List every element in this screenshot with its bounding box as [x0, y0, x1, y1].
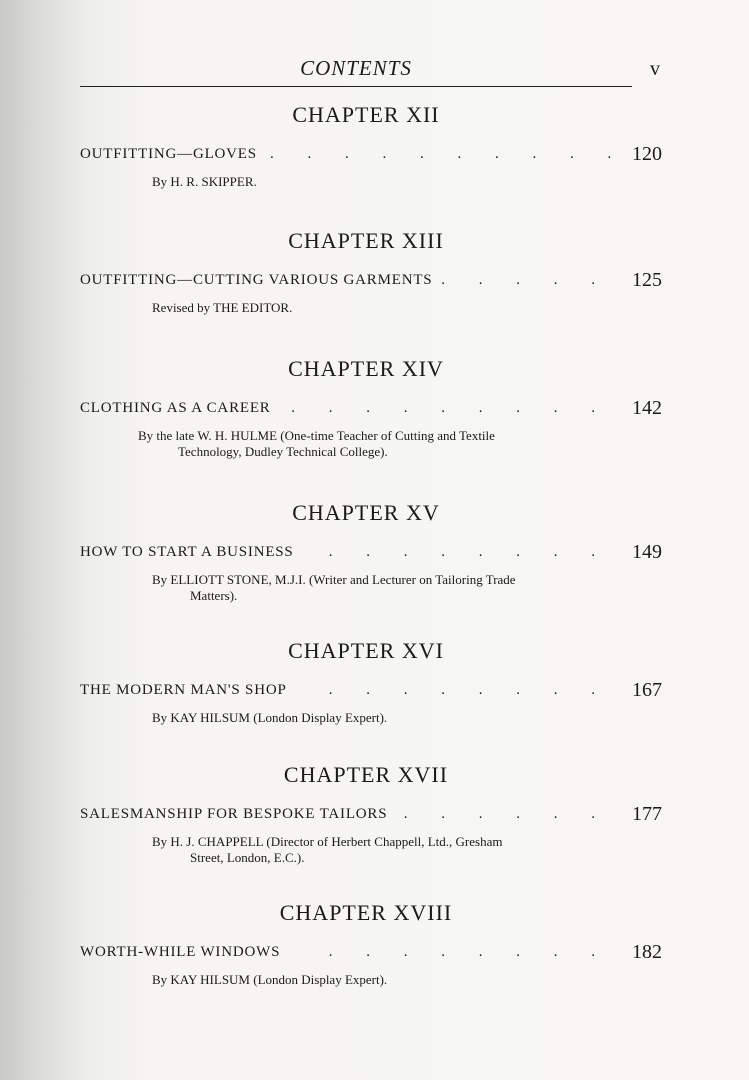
byline-line: Street, London, E.C.). [190, 850, 305, 865]
chapter-block [80, 762, 662, 866]
chapter-heading: CHAPTER XVII [283, 762, 449, 787]
chapter-heading: CHAPTER XIII [288, 228, 444, 253]
entry-page-number: 149 [632, 541, 662, 563]
chapter-heading: CHAPTER XVIII [279, 900, 453, 925]
page-folio: v [650, 58, 660, 80]
dot-leaders: . . . . . [441, 272, 610, 288]
entry-title: WORTH-WHILE WINDOWS [80, 944, 281, 960]
entry-page-number: 142 [632, 397, 662, 419]
dot-leaders: . . . . . . . . . [291, 400, 610, 416]
toc-entry[interactable] [80, 397, 662, 426]
chapter-block [80, 356, 662, 460]
entry-title: HOW TO START A BUSINESS [80, 544, 294, 560]
chapter-block [80, 228, 662, 316]
entry-title: OUTFITTING—GLOVES [80, 146, 257, 162]
entry-page-number: 125 [632, 269, 662, 291]
entry-title: CLOTHING AS A CAREER [80, 400, 271, 416]
chapter-block [80, 638, 662, 726]
chapter-block [80, 102, 662, 190]
chapter-block [80, 500, 662, 604]
toc-entry[interactable] [80, 541, 662, 570]
byline: By KAY HILSUM (London Display Expert). [152, 972, 388, 987]
toc-entry[interactable] [80, 803, 662, 832]
byline [152, 834, 612, 866]
chapter-heading: CHAPTER XVI [288, 638, 444, 663]
chapter-heading: CHAPTER XIV [288, 356, 444, 381]
toc-entry[interactable] [80, 143, 662, 172]
entry-title: OUTFITTING—CUTTING VARIOUS GARMENTS [80, 272, 433, 288]
dot-leaders: . . . . . . [403, 806, 610, 822]
byline: By H. R. SKIPPER. [152, 174, 257, 189]
entry-page-number: 177 [632, 803, 662, 825]
toc-entry[interactable] [80, 941, 662, 970]
byline-line: Technology, Dudley Technical College). [178, 444, 388, 459]
byline-line: Matters). [190, 588, 238, 603]
byline-line: By ELLIOTT STONE, M.J.I. (Writer and Lecturer on Tailoring Trade [152, 572, 516, 587]
entry-title: SALESMANSHIP FOR BESPOKE TAILORS [80, 806, 388, 822]
running-head [80, 56, 660, 87]
chapter-block [80, 900, 662, 988]
byline [138, 428, 612, 460]
byline-line: By H. J. CHAPPELL (Director of Herbert Chappell, Ltd., Gresham [152, 834, 503, 849]
entry-page-number: 120 [632, 143, 662, 165]
entry-page-number: 167 [632, 679, 662, 701]
entry-page-number: 182 [632, 941, 662, 963]
dot-leaders: . . . . . . . . . . [270, 146, 627, 162]
dot-leaders: . . . . . . . . [328, 682, 610, 698]
toc-entry[interactable] [80, 679, 662, 708]
byline [152, 572, 612, 604]
byline-line: By the late W. H. HULME (One-time Teacher of Cutting and Textile [138, 428, 495, 443]
byline: By KAY HILSUM (London Display Expert). [152, 710, 388, 725]
entry-title: THE MODERN MAN'S SHOP [80, 682, 287, 698]
dot-leaders: . . . . . . . . [328, 544, 610, 560]
toc-entry[interactable] [80, 269, 662, 298]
byline: Revised by THE EDITOR. [152, 300, 293, 315]
chapter-heading: CHAPTER XII [292, 102, 440, 127]
chapter-heading: CHAPTER XV [292, 500, 440, 525]
running-title: CONTENTS [300, 56, 412, 80]
dot-leaders: . . . . . . . . [328, 944, 610, 960]
